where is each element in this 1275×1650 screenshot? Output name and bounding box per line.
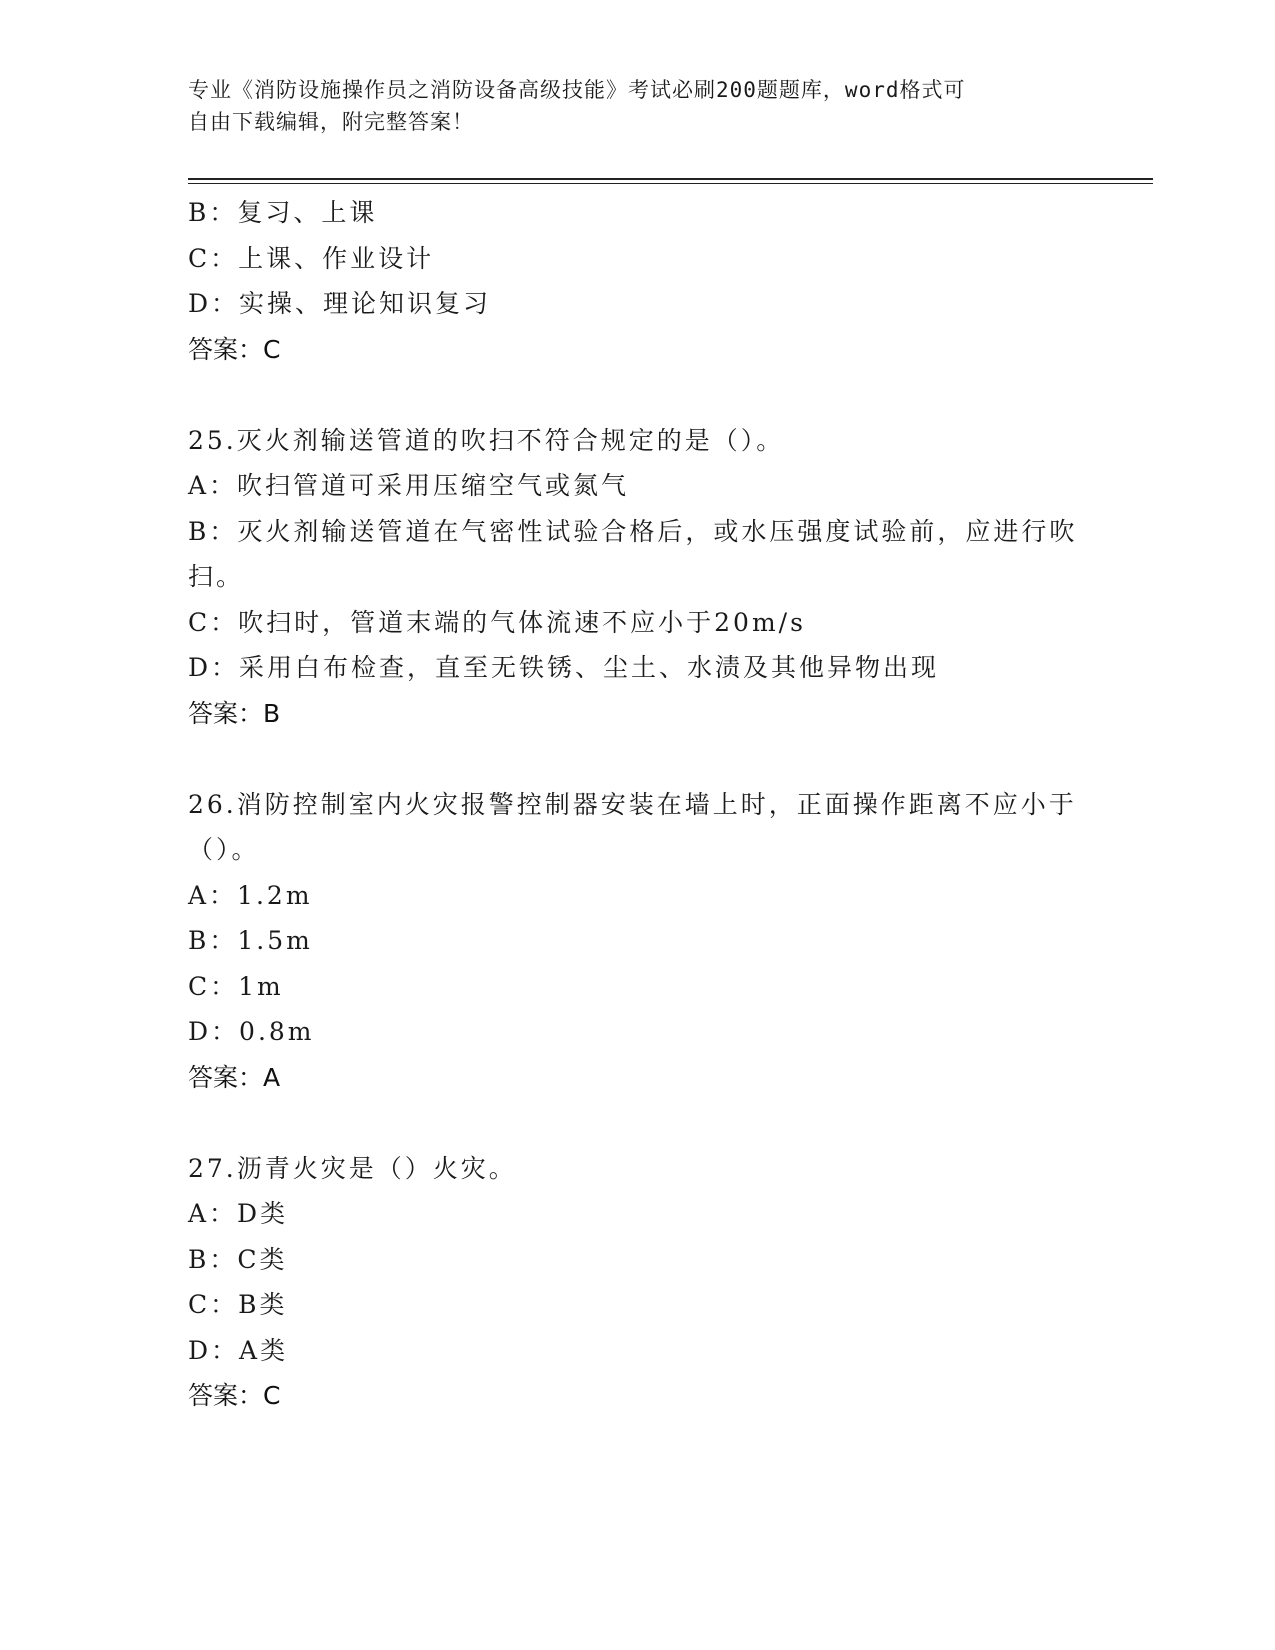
option-d: D：采用白布检查，直至无铁锈、尘土、水渍及其他异物出现: [188, 653, 940, 682]
answer-value: B: [263, 698, 282, 728]
page-header: [188, 74, 1068, 138]
header-line-2: 自由下载编辑，附完整答案！: [188, 110, 474, 134]
option-d: D：A类: [188, 1335, 289, 1365]
question-block-24: [188, 190, 1088, 372]
option-c: C：吹扫时，管道末端的气体流速不应小于20m/s: [188, 607, 806, 637]
question-stem: 26.消防控制室内火灾报警控制器安装在墙上时，正面操作距离不应小于（）。: [188, 789, 1077, 864]
spacer: [188, 736, 1088, 782]
answer-line: [188, 691, 1088, 737]
option-c: C：B类: [188, 1290, 288, 1319]
answer-label: 答案：: [188, 698, 264, 728]
question-stem: 27.沥青火灾是（）火灾。: [188, 1153, 517, 1183]
option-b: B：C类: [188, 1244, 288, 1274]
option-b: B：灭火剂输送管道在气密性试验合格后，或水压强度试验前，应进行吹扫。: [188, 516, 1078, 591]
option-d: D：0.8m: [188, 1017, 315, 1046]
option-b: B：1.5m: [188, 926, 313, 955]
answer-value: C: [263, 334, 282, 364]
answer-label: 答案：: [188, 1062, 264, 1092]
answer-label: 答案：: [188, 334, 264, 364]
option-a: A：1.2m: [188, 880, 313, 910]
spacer: [188, 1100, 1088, 1146]
option-a: A：D类: [188, 1199, 289, 1228]
question-block-26: [188, 782, 1088, 1101]
answer-line: [188, 1373, 1088, 1419]
option-b: B：复习、上课: [188, 198, 378, 227]
header-rule-thick: [188, 178, 1153, 180]
answer-line: [188, 1055, 1088, 1101]
header-line-1: 专业《消防设施操作员之消防设备高级技能》考试必刷200题题库，word格式可: [188, 78, 966, 102]
option-d: D：实操、理论知识复习: [188, 289, 492, 318]
option-c: C：1m: [188, 971, 284, 1001]
option-a: A：吹扫管道可采用压缩空气或氮气: [188, 471, 630, 500]
spacer: [188, 372, 1088, 418]
question-stem: 25.灭火剂输送管道的吹扫不符合规定的是（）。: [188, 425, 785, 455]
option-c: C：上课、作业设计: [188, 243, 435, 273]
question-block-27: [188, 1146, 1088, 1419]
answer-value: C: [263, 1381, 282, 1410]
question-content: [188, 190, 1088, 1419]
answer-label: 答案：: [188, 1381, 264, 1410]
answer-value: A: [263, 1062, 282, 1092]
header-rule-thin: [188, 183, 1153, 184]
question-block-25: [188, 418, 1088, 737]
answer-line: [188, 327, 1088, 373]
